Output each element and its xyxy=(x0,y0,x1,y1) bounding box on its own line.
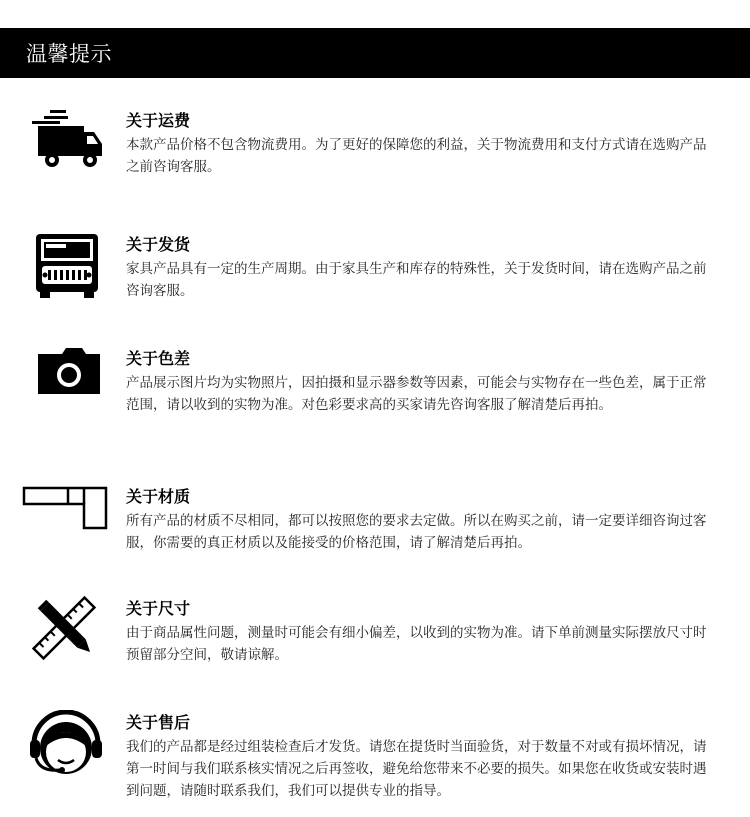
ruler-pencil-icon xyxy=(20,596,110,666)
camera-icon xyxy=(20,346,110,416)
section-title: 关于色差 xyxy=(126,349,191,368)
section-body: 所有产品的材质不尽相同，都可以按照您的要求去定做。所以在购买之前，请一定要详细咨询过客服，你需要的真正材质以及能接受的价格范围，请了解清楚后再拍。 xyxy=(126,513,707,551)
section-title: 关于尺寸 xyxy=(126,599,191,618)
section-body: 家具产品具有一定的生产周期。由于家具生产和库存的特殊性，关于发货时间，请在选购产品之前咨询客服。 xyxy=(126,261,707,299)
section-title: 关于发货 xyxy=(126,235,191,254)
truck-icon xyxy=(20,110,110,180)
section-body: 产品展示图片均为实物照片，因拍摄和显示器参数等因素，可能会与实物存在一些色差，属于正常范围，请以收到的实物为准。对色彩要求高的买家请先咨询客服了解清楚后再拍。 xyxy=(126,375,707,413)
page-title: 温馨提示 xyxy=(26,42,112,66)
header-bar xyxy=(0,28,750,78)
section-body: 我们的产品都是经过组装检查后才发货。请您在提货时当面验货，对于数量不对或有损坏情况，请第一时间与我们联系核实情况之后再签收，避免给您带来不必要的损失。如果您在收货或安装时遇到问题，请随时联系我们，我们可以提供专业的指导。 xyxy=(126,739,707,799)
headset-agent-icon xyxy=(20,710,110,780)
section-body: 由于商品属性问题，测量时可能会有细小偏差，以收到的实物为准。请下单前测量实际摆放尺寸时预留部分空间，敬请谅解。 xyxy=(126,625,707,663)
material-panel-icon xyxy=(20,486,110,556)
section-title: 关于材质 xyxy=(126,487,191,506)
section-title: 关于运费 xyxy=(126,111,191,130)
lorry-front-icon xyxy=(20,232,110,302)
section-body: 本款产品价格不包含物流费用。为了更好的保障您的利益，关于物流费用和支付方式请在选购产品之前咨询客服。 xyxy=(126,137,707,175)
section-title: 关于售后 xyxy=(126,713,191,732)
